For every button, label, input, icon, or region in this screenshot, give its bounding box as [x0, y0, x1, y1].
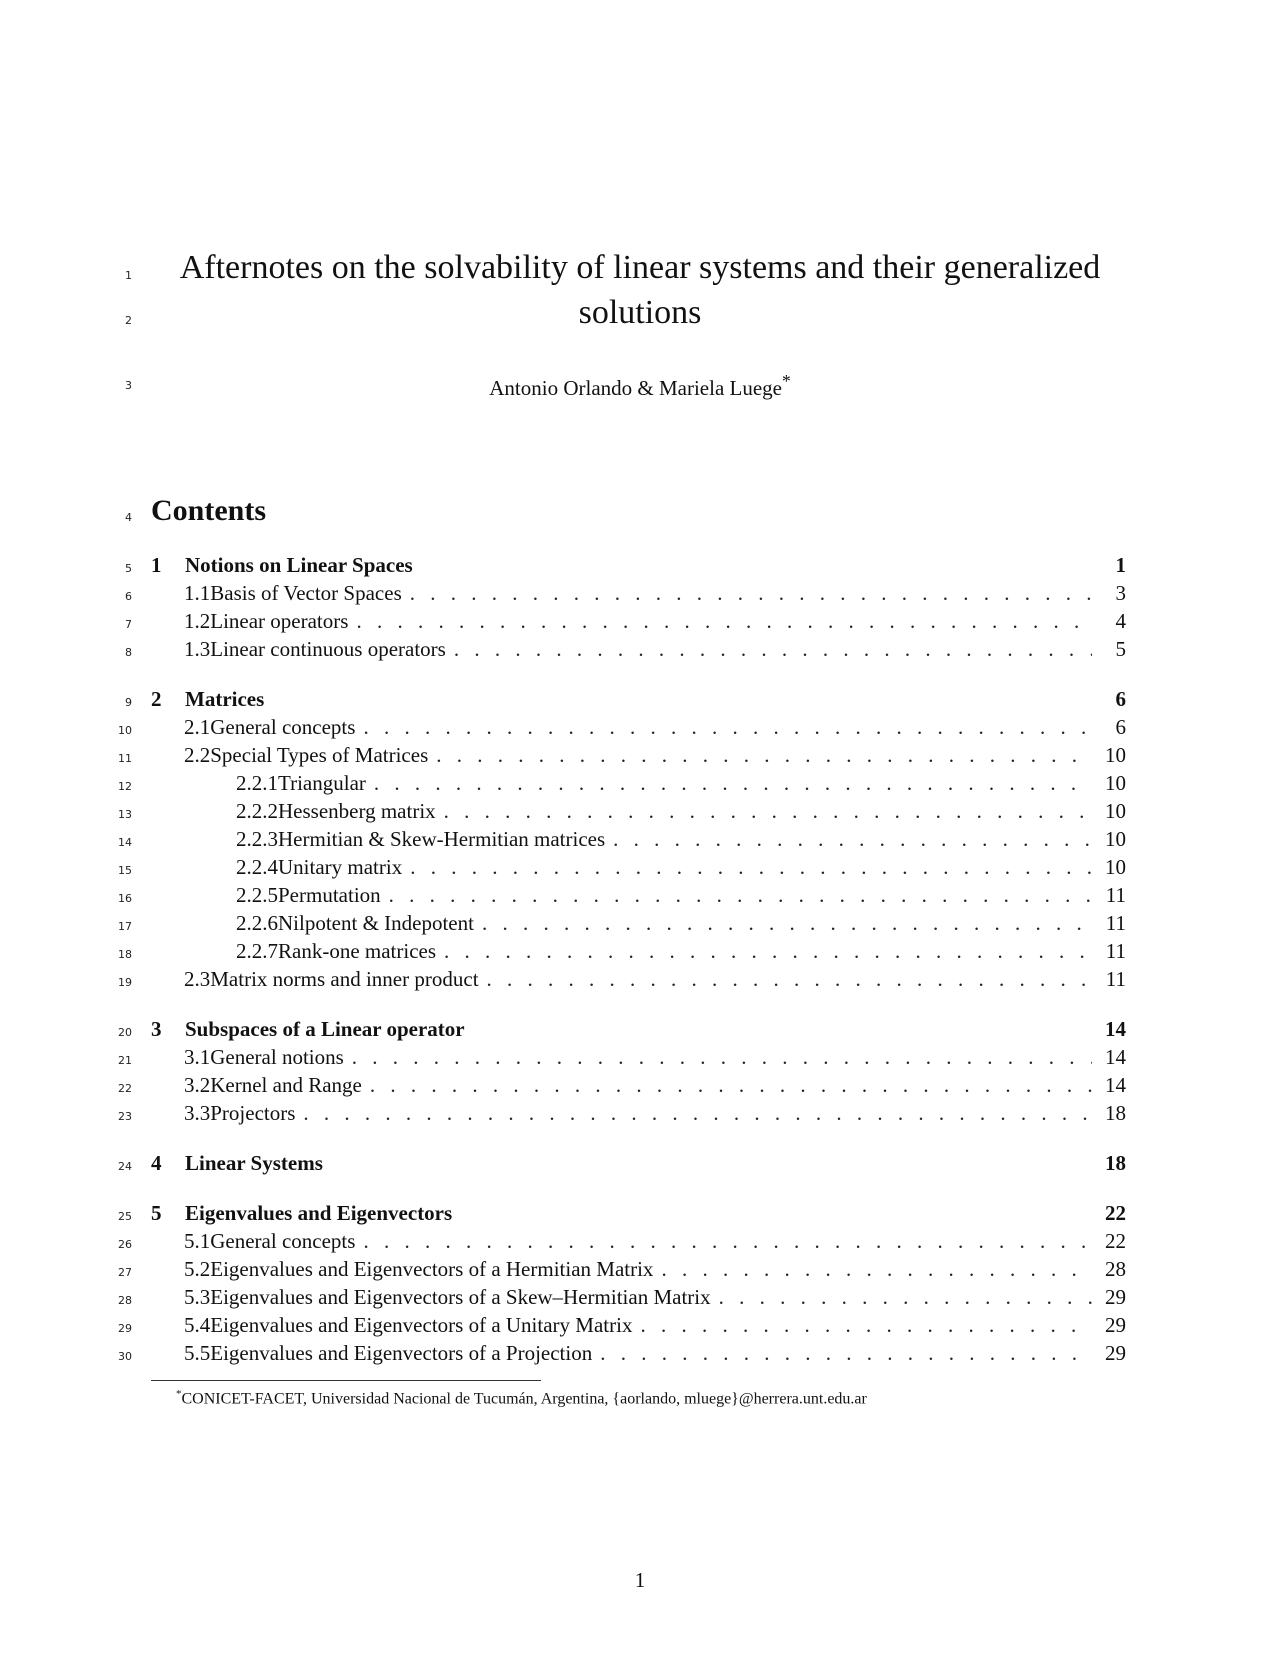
line-number: 6: [125, 590, 132, 603]
toc-entry-page: 18: [1105, 1151, 1126, 1175]
toc-entry-page: 18: [1105, 1101, 1126, 1125]
toc-dot-leader: [661, 1257, 1092, 1282]
toc-entry-title: Triangular: [278, 771, 366, 795]
contents-heading: Contents: [151, 494, 267, 527]
toc-entry-number: 1.1: [184, 581, 211, 605]
toc-entry[interactable]: [151, 609, 1126, 637]
toc-entry-number: 4: [151, 1151, 162, 1175]
toc-entry-title: General notions: [210, 1045, 344, 1069]
toc-entry[interactable]: [151, 715, 1126, 743]
toc-entry-title: Subspaces of a Linear operator: [185, 1017, 465, 1041]
line-number: 3: [125, 379, 132, 392]
toc-entry-number: 1: [151, 553, 162, 577]
toc-entry[interactable]: [151, 967, 1126, 995]
toc-entry-title: Notions on Linear Spaces: [185, 553, 413, 577]
toc-entry-title: Linear continuous operators: [210, 637, 446, 661]
line-number: 28: [118, 1294, 132, 1307]
line-number: 10: [118, 724, 132, 737]
toc-entry[interactable]: [151, 1285, 1126, 1313]
toc-entry-page: 28: [1105, 1257, 1126, 1281]
toc-entry[interactable]: [151, 1229, 1126, 1257]
toc-dot-leader: [389, 883, 1092, 908]
toc-entry[interactable]: [151, 1201, 1126, 1229]
toc-dot-leader: [719, 1285, 1092, 1310]
toc-dot-leader: [436, 743, 1092, 768]
toc-entry-number: 2.2: [184, 743, 211, 767]
line-number: 12: [118, 780, 132, 793]
line-number: 15: [118, 864, 132, 877]
toc-entry-title: Hessenberg matrix: [278, 799, 436, 823]
toc-entry[interactable]: [151, 883, 1126, 911]
line-number: 4: [125, 511, 132, 524]
line-number: 19: [118, 976, 132, 989]
toc-entry[interactable]: [151, 799, 1126, 827]
toc-entry-number: 1.2: [184, 609, 211, 633]
toc-entry[interactable]: [151, 581, 1126, 609]
toc-entry-number: 3: [151, 1017, 162, 1041]
line-number: 13: [118, 808, 132, 821]
toc-entry-title: Eigenvalues and Eigenvectors of a Skew–Hermitian Matrix: [210, 1285, 711, 1309]
line-number: 21: [118, 1054, 132, 1067]
toc-entry-page: 10: [1105, 743, 1126, 767]
toc-entry-page: 11: [1105, 939, 1126, 963]
toc-entry-number: 1.3: [184, 637, 211, 661]
authors: [150, 371, 1130, 401]
toc-entry-title: General concepts: [210, 1229, 356, 1253]
toc-dot-leader: [444, 799, 1092, 824]
paper-title-line-2: solutions: [578, 294, 702, 331]
toc-entry-number: 2.2.5: [236, 883, 278, 907]
toc-entry-title: Rank-one matrices: [278, 939, 437, 963]
toc-entry[interactable]: [151, 1341, 1126, 1369]
toc-entry-number: 2.2.7: [236, 939, 278, 963]
toc-dot-leader: [303, 1101, 1092, 1126]
toc-dot-leader: [487, 967, 1092, 992]
line-number: 27: [118, 1266, 132, 1279]
toc-entry[interactable]: [151, 1017, 1126, 1045]
toc-dot-leader: [454, 637, 1092, 662]
line-number: 2: [125, 314, 132, 327]
toc-entry-title: Eigenvalues and Eigenvectors of a Projection: [210, 1341, 593, 1365]
toc-entry-number: 2.2.2: [236, 799, 278, 823]
toc-entry-number: 5: [151, 1201, 162, 1225]
toc-entry-page: 3: [1115, 581, 1126, 605]
toc-entry-number: 2.2.1: [236, 771, 278, 795]
toc-dot-leader: [482, 911, 1092, 936]
toc-entry[interactable]: [151, 1257, 1126, 1285]
line-number: 17: [118, 920, 132, 933]
line-number: 1: [125, 269, 132, 282]
line-number: 30: [118, 1350, 132, 1363]
toc-entry-page: 6: [1115, 715, 1126, 739]
toc-entry-page: 10: [1105, 855, 1126, 879]
toc-entry-number: 2.3: [184, 967, 211, 991]
toc-entry[interactable]: [151, 743, 1126, 771]
toc-dot-leader: [640, 1313, 1092, 1338]
toc-entry-number: 3.1: [184, 1045, 211, 1069]
toc-entry-page: 29: [1105, 1341, 1126, 1365]
toc-entry-title: Nilpotent & Indepotent: [278, 911, 474, 935]
toc-entry-page: 10: [1105, 799, 1126, 823]
toc-entry-page: 29: [1105, 1285, 1126, 1309]
line-number: 22: [118, 1082, 132, 1095]
footnote-rule: [151, 1380, 541, 1381]
toc-entry[interactable]: [151, 637, 1126, 665]
toc-entry[interactable]: [151, 911, 1126, 939]
toc-entry[interactable]: [151, 827, 1126, 855]
toc-dot-leader: [352, 1045, 1092, 1070]
toc-entry-page: 14: [1105, 1073, 1126, 1097]
toc-entry-page: 11: [1105, 911, 1126, 935]
toc-entry-title: General concepts: [210, 715, 356, 739]
toc-entry-page: 10: [1105, 771, 1126, 795]
line-number: 11: [118, 752, 132, 765]
toc-entry[interactable]: [151, 1073, 1126, 1101]
toc-entry-number: 5.2: [184, 1257, 211, 1281]
toc-entry-number: 2.2.4: [236, 855, 278, 879]
line-number: 24: [118, 1160, 132, 1173]
author-names: Antonio Orlando & Mariela Luege: [489, 376, 782, 400]
page-number: 1: [634, 1568, 646, 1592]
line-number: 9: [125, 696, 132, 709]
toc-entry-number: 5.5: [184, 1341, 211, 1365]
toc-entry[interactable]: [151, 687, 1126, 715]
footnote-text: CONICET-FACET, Universidad Nacional de Tucumán, Argentina, {aorlando, mluege}@herrera.unt.edu.ar: [181, 1390, 867, 1408]
author-footnote-mark: *: [782, 371, 791, 391]
line-number: 16: [118, 892, 132, 905]
toc-entry-number: 5.1: [184, 1229, 211, 1253]
toc-dot-leader: [410, 581, 1092, 606]
toc-entry-number: 2.2.3: [236, 827, 278, 851]
toc-entry[interactable]: [151, 553, 1126, 581]
footnote: [176, 1388, 867, 1408]
toc-entry[interactable]: [151, 939, 1126, 967]
toc-entry-title: Hermitian & Skew-Hermitian matrices: [278, 827, 606, 851]
toc-entry-page: 22: [1105, 1201, 1126, 1225]
toc-entry-title: Matrix norms and inner product: [210, 967, 479, 991]
toc-entry[interactable]: [151, 1101, 1126, 1129]
paper-title-line-1: Afternotes on the solvability of linear systems and their generalized: [179, 249, 1101, 286]
toc-entry[interactable]: [151, 1313, 1126, 1341]
line-number: 23: [118, 1110, 132, 1123]
toc-entry-number: 5.3: [184, 1285, 211, 1309]
line-number: 29: [118, 1322, 132, 1335]
toc-entry-page: 14: [1105, 1045, 1126, 1069]
toc-entry-page: 29: [1105, 1313, 1126, 1337]
line-number: 7: [125, 618, 132, 631]
toc-entry-page: 22: [1105, 1229, 1126, 1253]
toc-entry-page: 1: [1115, 553, 1126, 577]
footnote-mark: *: [176, 1388, 182, 1400]
toc-dot-leader: [370, 1073, 1092, 1098]
toc-entry-number: 2.1: [184, 715, 211, 739]
toc-dot-leader: [374, 771, 1092, 796]
line-number: 18: [118, 948, 132, 961]
toc-entry[interactable]: [151, 1151, 1126, 1179]
toc-entry[interactable]: [151, 1045, 1126, 1073]
toc-entry-title: Permutation: [278, 883, 381, 907]
toc-dot-leader: [363, 1229, 1092, 1254]
toc-entry[interactable]: [151, 855, 1126, 883]
line-number: 14: [118, 836, 132, 849]
toc-entry-title: Eigenvalues and Eigenvectors: [185, 1201, 453, 1225]
toc-entry-title: Projectors: [210, 1101, 296, 1125]
toc-entry-number: 2.2.6: [236, 911, 278, 935]
toc-entry[interactable]: [151, 771, 1126, 799]
toc-entry-page: 11: [1105, 883, 1126, 907]
toc-entry-page: 11: [1105, 967, 1126, 991]
toc-entry-title: Matrices: [185, 687, 265, 711]
toc-entry-number: 5.4: [184, 1313, 211, 1337]
toc-dot-leader: [356, 609, 1092, 634]
toc-dot-leader: [363, 715, 1092, 740]
toc-entry-title: Linear Systems: [185, 1151, 323, 1175]
line-number: 5: [125, 562, 132, 575]
toc-entry-title: Basis of Vector Spaces: [210, 581, 402, 605]
line-number: 25: [118, 1210, 132, 1223]
line-number: 8: [125, 646, 132, 659]
toc-dot-leader: [613, 827, 1092, 852]
toc-entry-number: 2: [151, 687, 162, 711]
toc-entry-title: Eigenvalues and Eigenvectors of a Hermitian Matrix: [210, 1257, 654, 1281]
toc-dot-leader: [600, 1341, 1092, 1366]
toc-entry-title: Eigenvalues and Eigenvectors of a Unitary Matrix: [210, 1313, 633, 1337]
toc-entry-title: Kernel and Range: [210, 1073, 362, 1097]
toc-entry-number: 3.2: [184, 1073, 211, 1097]
line-number: 20: [118, 1026, 132, 1039]
toc-entry-title: Unitary matrix: [278, 855, 403, 879]
toc-dot-leader: [444, 939, 1092, 964]
toc-entry-title: Special Types of Matrices: [210, 743, 429, 767]
toc-entry-page: 5: [1115, 637, 1126, 661]
line-number: 26: [118, 1238, 132, 1251]
toc-entry-number: 3.3: [184, 1101, 211, 1125]
toc-entry-page: 10: [1105, 827, 1126, 851]
toc-dot-leader: [410, 855, 1092, 880]
toc-entry-page: 4: [1115, 609, 1126, 633]
toc-entry-page: 6: [1115, 687, 1126, 711]
toc-entry-title: Linear operators: [210, 609, 349, 633]
toc-entry-page: 14: [1105, 1017, 1126, 1041]
